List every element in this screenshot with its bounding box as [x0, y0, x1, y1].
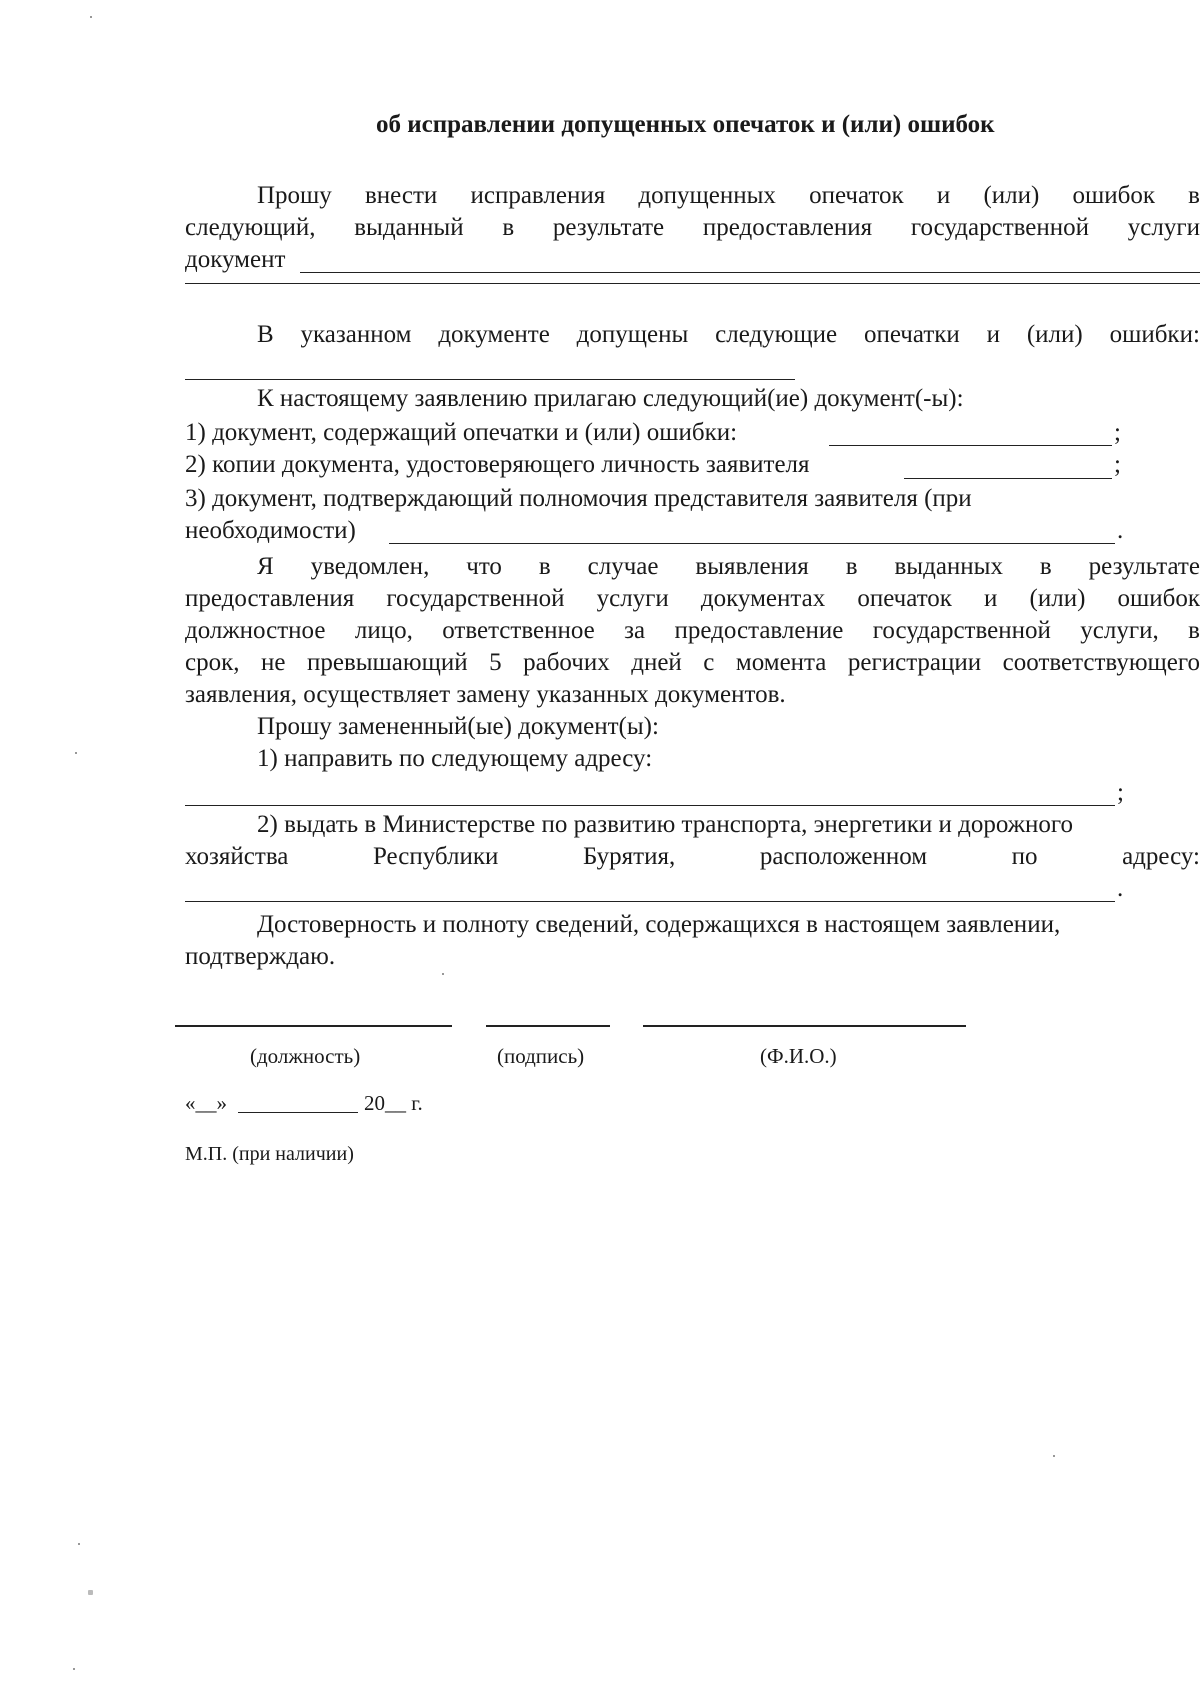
word: ошибок	[1117, 585, 1200, 612]
word: в	[1039, 553, 1052, 580]
word: в	[538, 553, 551, 580]
scan-speck	[78, 1543, 80, 1545]
word: лицо,	[354, 617, 413, 644]
word: выданный	[354, 214, 464, 241]
notice-line3	[185, 616, 1200, 646]
replace-intro: Прошу замененный(ые) документ(ы):	[257, 713, 659, 740]
attachment-item-2-semicolon: ;	[1114, 451, 1121, 478]
word: и	[984, 585, 998, 612]
ministry-address-period: .	[1117, 875, 1124, 902]
attachment-item-1: 1) документ, содержащий опечатки и (или) ошибки:	[185, 419, 738, 446]
word: указанном	[300, 321, 412, 348]
full-name-field[interactable]	[643, 1025, 966, 1027]
word: Республики	[372, 843, 499, 870]
word: документах	[700, 585, 826, 612]
word: момента	[735, 649, 827, 676]
word: и	[986, 321, 1000, 348]
word: документе	[438, 321, 550, 348]
document-title: об исправлении допущенных опечаток и (или) ошибок	[376, 111, 995, 138]
para1-line1	[257, 181, 1200, 211]
confirm-line1: Достоверность и полноту сведений, содержащихся в настоящем заявлении,	[257, 911, 1061, 938]
notice-line4	[185, 648, 1200, 678]
notice-line1	[257, 552, 1200, 582]
word: случае	[587, 553, 659, 580]
scan-speck	[73, 1668, 75, 1670]
word: хозяйства	[185, 843, 289, 870]
replace-option-2-line1: 2) выдать в Министерстве по развитию транспорта, энергетики и дорожного	[257, 811, 1073, 838]
notice-line2	[185, 584, 1200, 614]
attachment-item-2: 2) копии документа, удостоверяющего личность заявителя	[185, 451, 810, 478]
word: что	[466, 553, 502, 580]
scan-speck	[1053, 1455, 1055, 1457]
word: государственной	[872, 617, 1051, 644]
word: в	[502, 214, 515, 241]
word: по	[1011, 843, 1038, 870]
para1-line2	[185, 213, 1200, 243]
full-name-label: (Ф.И.О.)	[760, 1044, 837, 1068]
word: государственной	[910, 214, 1090, 241]
word: в	[845, 553, 858, 580]
word: опечатки	[863, 321, 960, 348]
word: выявления	[695, 553, 809, 580]
replace-option-1: 1) направить по следующему адресу:	[257, 745, 653, 772]
attachment-item-2-field[interactable]	[904, 478, 1112, 479]
word: исправления	[470, 182, 606, 209]
word: ошибок	[1072, 182, 1155, 209]
document-name-field-line2[interactable]	[185, 283, 1200, 284]
scan-speck	[75, 752, 77, 754]
word: услуги,	[1080, 617, 1159, 644]
address-field-semicolon: ;	[1117, 779, 1124, 806]
document-name-field[interactable]	[300, 272, 1200, 273]
word: Бурятия,	[582, 843, 676, 870]
scan-speck	[90, 16, 92, 18]
word: предоставления	[185, 585, 355, 612]
word: выданных	[894, 553, 1003, 580]
attachment-item-1-field[interactable]	[829, 445, 1112, 446]
word: должностное	[185, 617, 326, 644]
word: (или)	[1026, 321, 1083, 348]
word: в	[1188, 617, 1200, 644]
word: срок,	[185, 649, 240, 676]
word: допущены	[576, 321, 689, 348]
attachments-intro: К настоящему заявлению прилагаю следующий(ие) документ(-ы):	[257, 385, 964, 412]
word: внести	[364, 182, 438, 209]
word: следующие	[715, 321, 838, 348]
word: Прошу	[257, 182, 332, 209]
attachment-item-3-field[interactable]	[389, 543, 1115, 544]
signature-label: (подпись)	[497, 1044, 585, 1068]
word: предоставление	[674, 617, 844, 644]
attachment-item-3-line2: необходимости)	[185, 517, 356, 544]
stamp-note: М.П. (при наличии)	[185, 1143, 354, 1165]
word: превышающий	[306, 649, 468, 676]
date-day: «__»	[185, 1091, 227, 1115]
signature-field[interactable]	[486, 1025, 610, 1027]
word: услуги	[596, 585, 669, 612]
attachment-item-3-period: .	[1117, 517, 1124, 544]
word: услуги	[1127, 214, 1200, 241]
scan-speck	[442, 973, 444, 975]
word: результате	[1088, 553, 1200, 580]
confirm-line2: подтверждаю.	[185, 943, 336, 970]
word: В	[257, 321, 274, 348]
word: государственной	[386, 585, 565, 612]
word: адресу:	[1122, 843, 1200, 870]
word: следующий,	[185, 214, 316, 241]
word: 5	[489, 649, 502, 676]
attachment-item-1-semicolon: ;	[1114, 419, 1121, 446]
word: результате	[552, 214, 665, 241]
word: (или)	[1029, 585, 1086, 612]
word: опечаток	[809, 182, 904, 209]
word: Я	[257, 553, 274, 580]
ministry-address-field[interactable]	[185, 901, 1115, 902]
para1-line3: документ	[185, 246, 286, 273]
word: расположенном	[759, 843, 928, 870]
word: допущенных	[638, 182, 776, 209]
replace-option-2-line2	[185, 842, 1200, 872]
word: (или)	[983, 182, 1040, 209]
date-month-field[interactable]	[238, 1112, 358, 1113]
errors-line	[257, 320, 1200, 350]
position-label: (должность)	[250, 1044, 361, 1068]
word: с	[703, 649, 715, 676]
word: дней	[631, 649, 682, 676]
word: опечаток	[857, 585, 952, 612]
word: в	[1188, 182, 1200, 209]
word: рабочих	[523, 649, 610, 676]
position-field[interactable]	[175, 1025, 452, 1027]
attachment-item-3-line1: 3) документ, подтверждающий полномочия представителя заявителя (при	[185, 485, 972, 512]
word: за	[624, 617, 646, 644]
word: и	[936, 182, 951, 209]
date-year: 20__ г.	[364, 1091, 423, 1115]
word: уведомлен,	[310, 553, 430, 580]
word: регистрации	[847, 649, 982, 676]
word: не	[261, 649, 286, 676]
word: ответственное	[442, 617, 595, 644]
address-field[interactable]	[185, 805, 1115, 806]
word: ошибки:	[1109, 321, 1200, 348]
notice-line5: заявления, осуществляет замену указанных документов.	[185, 681, 786, 708]
word: соответствующего	[1002, 649, 1200, 676]
scan-speck	[88, 1590, 93, 1595]
word: предоставления	[702, 214, 873, 241]
errors-field[interactable]	[185, 379, 795, 380]
